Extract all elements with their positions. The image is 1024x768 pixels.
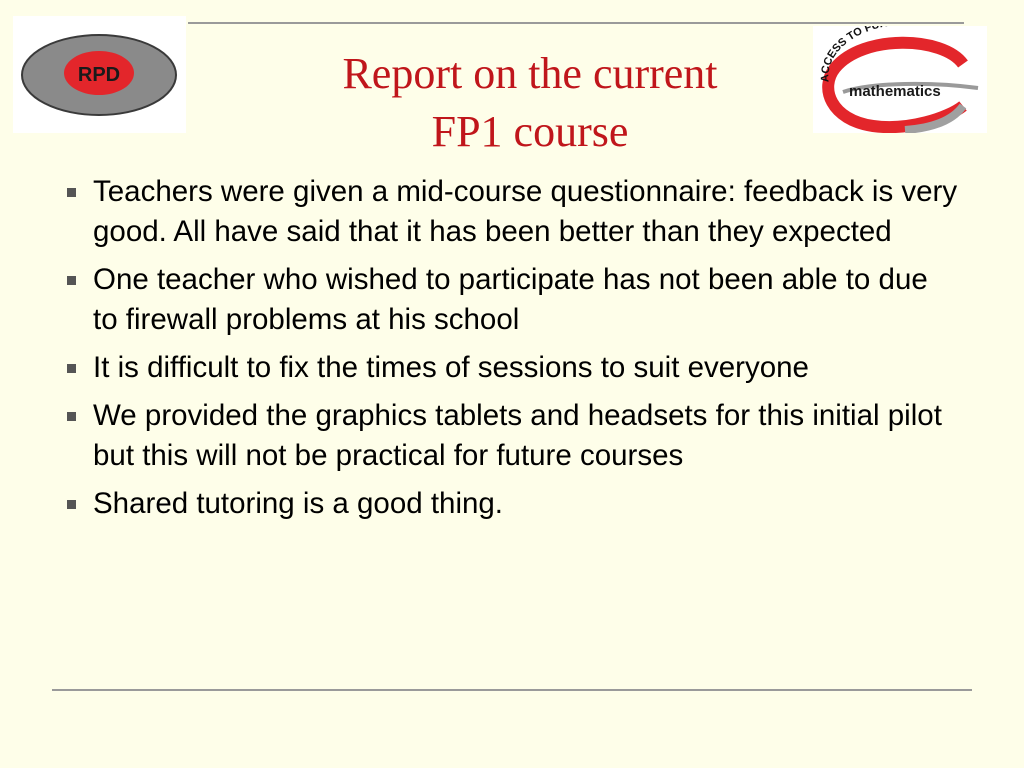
top-divider	[188, 22, 964, 24]
rpd-logo-graphic	[13, 16, 186, 133]
bottom-divider	[52, 689, 972, 691]
access-to-further-mathematics-logo	[813, 26, 987, 133]
bullet-text: Teachers were given a mid-course questionnaire: feedback is very good. All have said that it has been better than they expected	[93, 175, 958, 248]
slide-title-line-1: Report on the current	[342, 49, 718, 98]
bullet-text: One teacher who wished to participate has not been able to due to firewall problems at his school	[93, 263, 928, 336]
bullet-item	[60, 172, 960, 252]
square-bullet-icon	[67, 500, 76, 509]
square-bullet-icon	[67, 276, 76, 285]
rpd-logo-text: RPD	[77, 64, 121, 86]
atfm-arc-text: ACCESS TO F	[819, 26, 874, 83]
slide-title-line-2: FP1 course	[431, 107, 629, 156]
atfm-logo-word: mathematics	[849, 83, 941, 100]
bullet-list	[60, 172, 960, 532]
bullet-text: We provided the graphics tablets and headsets for this initial pilot but this will not be practical for future courses	[93, 399, 942, 472]
square-bullet-icon	[67, 412, 76, 421]
bullet-item	[60, 260, 960, 340]
rpd-logo	[13, 16, 186, 133]
square-bullet-icon	[67, 188, 76, 197]
atfm-logo-graphic	[813, 26, 987, 133]
bullet-item	[60, 348, 960, 388]
slide-title	[230, 45, 830, 161]
bullet-item	[60, 396, 960, 476]
bullet-item	[60, 484, 960, 524]
bullet-text: Shared tutoring is a good thing.	[93, 487, 504, 520]
bullet-text: It is difficult to fix the times of sessions to suit everyone	[93, 351, 809, 384]
square-bullet-icon	[67, 364, 76, 373]
